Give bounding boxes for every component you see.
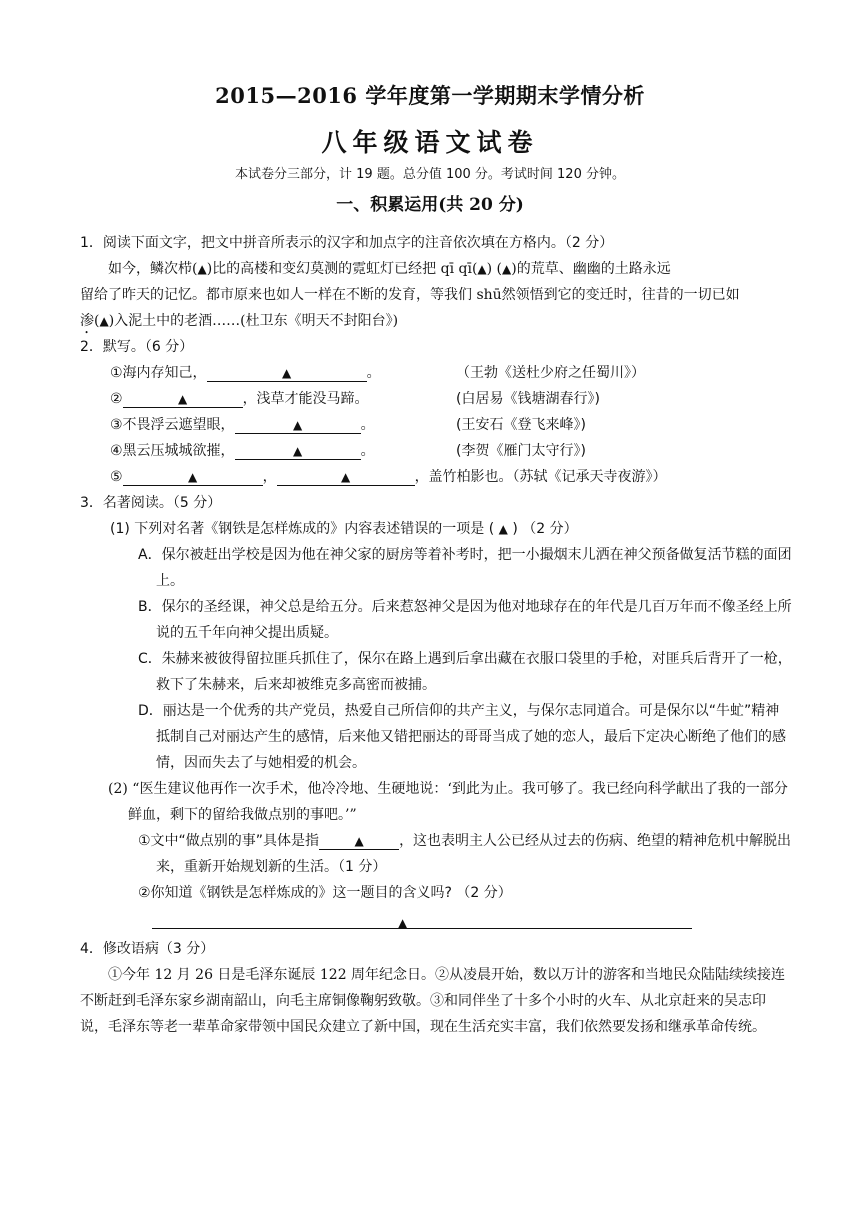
q2-citation: (王安石《登飞来峰》) bbox=[456, 417, 586, 433]
q4-stem: 4．修改语病（3 分） bbox=[80, 941, 215, 957]
q3-sub2-item2: ②你知道《钢铁是怎样炼成的》这一题目的含义吗? （2 分） bbox=[138, 885, 512, 901]
q2-line5: ⑤ ▲ ， ▲ ，盖竹柏影也。（苏轼《记承天寺夜游》） bbox=[110, 469, 667, 485]
answer-blank[interactable]: ▲ bbox=[277, 467, 415, 486]
q4-text: ①今年 12 月 26 日是毛泽东诞辰 122 周年纪念日。②从凌晨开始，数以万计的游客和当地民众陆陆续续接连不断赶到毛泽东家乡湖南韶山，向毛主席铜像鞠躬致敬。③和同伴坐了十多个小时的火车、从北京赶来的吴志印说，毛泽东等老一辈革命家带领中国民众建立了新中国，现在生活充实丰富，我们依然要发扬和继承革命传统。 bbox=[80, 967, 786, 1035]
q2-line1: ①海内存知己， ▲ 。 （王勃《送杜少府之任蜀川》） bbox=[80, 360, 792, 386]
q1-stem: 1．阅读下面文字，把文中拼音所表示的汉字和加点字的注音依次填在方格内。（2 分） bbox=[80, 235, 614, 251]
blank-marker[interactable]: ▲ bbox=[502, 262, 512, 276]
answer-blank[interactable]: ▲ bbox=[235, 441, 361, 460]
blank-marker[interactable]: ▲ bbox=[197, 262, 207, 276]
exam-title: 2015—2016 学年度第一学期期末学情分析 bbox=[215, 83, 645, 108]
q1-passage-line1: 如今，鳞次栉(▲)比的高楼和变幻莫测的霓虹灯已经把 qī qī(▲) (▲)的荒草、幽幽的土路永远 bbox=[108, 261, 671, 277]
blank-marker[interactable]: ▲ bbox=[99, 314, 109, 328]
q2-line3: ③不畏浮云遮望眼， ▲ 。 (王安石《登飞来峰》) bbox=[80, 412, 792, 438]
blank-marker[interactable]: ▲ bbox=[477, 262, 487, 276]
q1-passage-line2: 留给了昨天的记忆。都市原来也如人一样在不断的发育，等我们 shū然领悟到它的变迁时，往昔的一切已如 bbox=[80, 287, 740, 303]
q3-sub1: (1) 下列对名著《钢铁是怎样炼成的》内容表述错误的一项是 ( ▲ ) （2 分） bbox=[110, 521, 578, 537]
q3-option-c[interactable]: C．朱赫来被彼得留拉匪兵抓住了，保尔在路上遇到后拿出藏在衣服口袋里的手枪，对匪兵后背开了一枪，救下了朱赫来，后来却被维克多高密而被捕。 bbox=[138, 651, 792, 693]
q2-line2: ② ▲ ，浅草才能没马蹄。 (白居易《钱塘湖春行》) bbox=[80, 386, 792, 412]
q2-citation: (李贺《雁门太守行》) bbox=[456, 443, 586, 459]
exam-meta: 本试卷分三部分，计 19 题。总分值 100 分。考试时间 120 分钟。 bbox=[235, 167, 625, 182]
q3-stem: 3．名著阅读。（5 分） bbox=[80, 495, 222, 511]
exam-subtitle: 八年级语文试卷 bbox=[321, 128, 539, 157]
answer-blank[interactable]: ▲ bbox=[207, 363, 367, 382]
answer-blank[interactable]: ▲ bbox=[235, 415, 361, 434]
q3-option-a[interactable]: A．保尔被赶出学校是因为他在神父家的厨房等着补考时，把一小撮烟末儿洒在神父预备做复活节糕的面团上。 bbox=[138, 547, 792, 589]
q2-citation: (白居易《钱塘湖春行》) bbox=[456, 391, 600, 407]
answer-blank[interactable]: ▲ bbox=[123, 467, 263, 486]
blank-marker[interactable]: ▲ bbox=[498, 522, 508, 536]
q2-stem: 2．默写。（6 分） bbox=[80, 339, 194, 355]
answer-blank[interactable]: ▲ bbox=[319, 831, 399, 850]
q3-sub2-item1: ①文中“做点别的事”具体是指 ▲ ，这也表明主人公已经从过去的伤病、绝望的精神危机中解脱出来，重新开始规划新的生活。（1 分） bbox=[138, 833, 792, 875]
q2-line4: ④黑云压城城欲摧， ▲ 。 (李贺《雁门太守行》) bbox=[80, 438, 792, 464]
q3-option-d[interactable]: D．丽达是一个优秀的共产党员，热爱自己所信仰的共产主义，与保尔志同道合。可是保尔以“牛虻”精神抵制自己对丽达产生的感情，后来他又错把丽达的哥哥当成了她的恋人，最后下定决心断绝了他们的感情，因而失去了与她相爱的机会。 bbox=[138, 703, 786, 771]
exam-body bbox=[80, 230, 792, 1040]
q3-option-b[interactable]: B．保尔的圣经课，神父总是给五分。后来惹怒神父是因为他对地球存在的年代是几百万年而不像圣经上所说的五千年向神父提出质疑。 bbox=[138, 599, 792, 641]
answer-line[interactable]: ▲ bbox=[80, 906, 792, 936]
q2-citation: （王勃《送杜少府之任蜀川》） bbox=[456, 365, 645, 381]
section-heading: 一、积累运用(共 20 分) bbox=[336, 195, 524, 215]
q1-passage-line3: 渗(▲)入泥土中的老酒……(杜卫东《明天不封阳台》) bbox=[80, 313, 399, 329]
q3-sub2-quote: (2) “医生建议他再作一次手术，他冷冷地、生硬地说：‘到此为止。我可够了。我已经向科学献出了我的一部分鲜血，剩下的留给我做点别的事吧。’” bbox=[108, 781, 788, 823]
answer-blank[interactable]: ▲ bbox=[123, 389, 243, 408]
